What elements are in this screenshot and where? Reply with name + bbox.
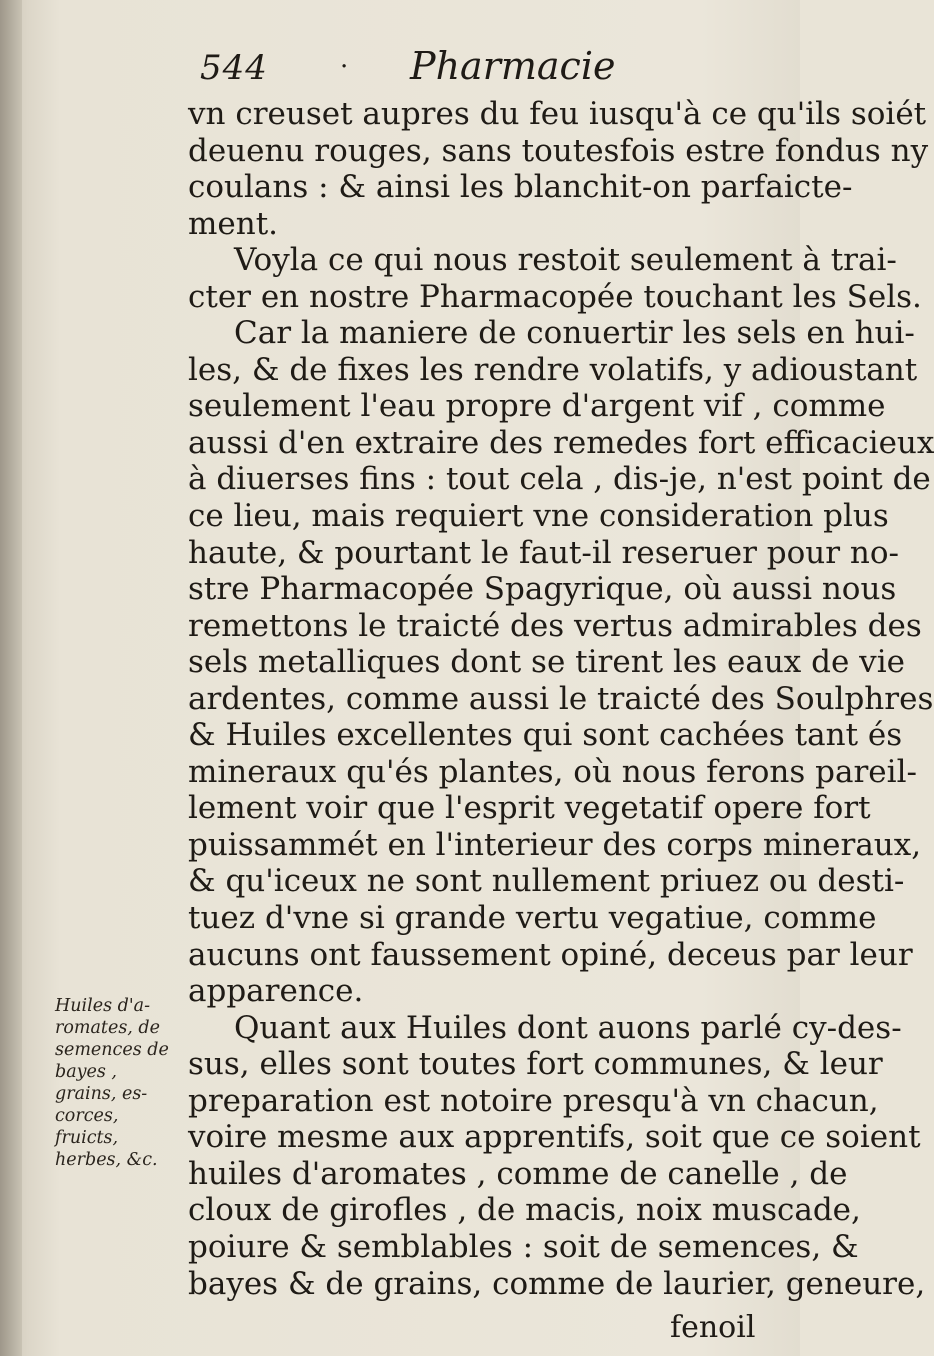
text-line: lement voir que l'esprit vegetatif opere fort xyxy=(188,790,871,827)
text-line: cloux de girofles , de macis, noix muscade, xyxy=(188,1192,861,1229)
text-line: Voyla ce qui nous restoit seulement à trai- xyxy=(234,242,897,279)
page-number: 544 xyxy=(200,48,268,88)
text-line: & qu'iceux ne sont nullement priuez ou desti- xyxy=(188,863,905,900)
text-line: sus, elles sont toutes fort communes, & leur xyxy=(188,1046,883,1083)
text-line: haute, & pourtant le faut-il reseruer pour no- xyxy=(188,534,900,571)
text-line: huiles d'aromates , comme de canelle , de xyxy=(188,1155,848,1192)
text-line: ment. xyxy=(188,205,279,242)
text-line: aucuns ont faussement opiné, deceus par leur xyxy=(188,936,913,973)
text-line: vn creuset aupres du feu iusqu'à ce qu'ils soiét xyxy=(188,96,927,132)
text-line: stre Pharmacopée Spagyrique, où aussi nous xyxy=(188,571,897,608)
text-line: seulement l'eau propre d'argent vif , comme xyxy=(188,388,886,425)
text-line: aussi d'en extraire des remedes fort efficacieux xyxy=(188,424,934,461)
header-separator: · xyxy=(340,52,349,82)
text-line: Quant aux Huiles dont auons parlé cy-des- xyxy=(234,1009,902,1046)
text-line: tuez d'vne si grande vertu vegatiue, comme xyxy=(188,900,877,937)
margin-note-line: semences de xyxy=(55,1040,169,1060)
margin-note-line: bayes , xyxy=(55,1062,117,1082)
text-line: cter en nostre Pharmacopée touchant les Sels. xyxy=(188,278,922,315)
text-line: sels metalliques dont se tirent les eaux de vie xyxy=(188,644,905,681)
text-line: Car la maniere de conuertir les sels en hui- xyxy=(234,315,915,352)
margin-note-line: fruicts, xyxy=(55,1128,119,1148)
main-text-block xyxy=(188,96,934,1302)
text-line: mineraux qu'és plantes, où nous ferons pareil- xyxy=(188,753,917,790)
text-line: bayes & de grains, comme de laurier, geneure, xyxy=(188,1265,926,1302)
text-line: ce lieu, mais requiert vne consideration plus xyxy=(188,498,889,535)
running-head-title: Pharmacie xyxy=(410,44,616,88)
text-line: preparation est notoire presqu'à vn chacun, xyxy=(188,1082,879,1119)
page-header xyxy=(200,40,780,96)
margin-note-line: Huiles d'a- xyxy=(55,996,150,1016)
margin-note-line: corces, xyxy=(55,1106,119,1126)
text-line: voire mesme aux apprentifs, soit que ce soient xyxy=(188,1119,921,1156)
catchword: fenoil xyxy=(670,1310,756,1345)
text-line: deuenu rouges, sans toutesfois estre fondus ny xyxy=(188,132,929,169)
text-line: apparence. xyxy=(188,973,364,1010)
margin-note xyxy=(55,995,185,1171)
margin-note-line: grains, es- xyxy=(55,1084,148,1104)
text-line: à diuerses fins : tout cela , dis-je, n'est point de xyxy=(188,461,931,498)
book-spine-shadow xyxy=(0,0,22,1356)
text-line: & Huiles excellentes qui sont cachées tant és xyxy=(188,717,903,754)
text-line: remettons le traicté des vertus admirables des xyxy=(188,607,922,644)
text-line: les, & de fixes les rendre volatifs, y adioustant xyxy=(188,351,918,388)
margin-note-line: romates, de xyxy=(55,1018,160,1038)
text-line: puissammét en l'interieur des corps mineraux, xyxy=(188,826,922,863)
text-line: coulans : & ainsi les blanchit-on parfaicte- xyxy=(188,169,853,206)
text-line: ardentes, comme aussi le traicté des Soulphres xyxy=(188,680,934,717)
text-line: poiure & semblables : soit de semences, & xyxy=(188,1228,859,1265)
margin-note-line: herbes, &c. xyxy=(55,1150,158,1170)
